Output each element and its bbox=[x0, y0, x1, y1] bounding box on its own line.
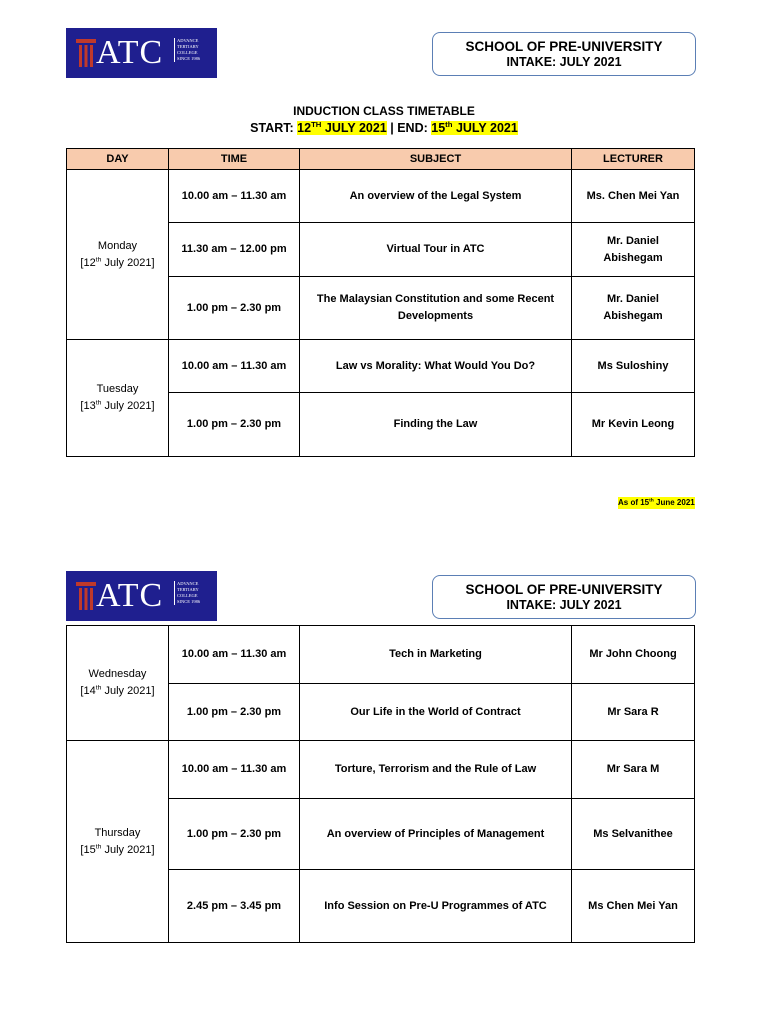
subject-cell: An overview of Principles of Management bbox=[300, 799, 572, 870]
table-row bbox=[67, 626, 695, 684]
lecturer-cell: Ms Selvanithee bbox=[572, 799, 695, 870]
header-lecturer: LECTURER bbox=[572, 149, 695, 170]
lecturer-cell: Ms Chen Mei Yan bbox=[572, 870, 695, 943]
logo-text: ATC bbox=[96, 34, 164, 71]
time-cell: 1.00 pm – 2.30 pm bbox=[169, 393, 300, 457]
lecturer-cell: Mr Sara R bbox=[572, 684, 695, 741]
table-row bbox=[67, 340, 695, 393]
time-cell: 10.00 am – 11.30 am bbox=[169, 170, 300, 223]
pillar-icon bbox=[76, 39, 96, 67]
table-header-row bbox=[67, 149, 695, 170]
timetable-table-1 bbox=[66, 148, 695, 457]
lecturer-cell: Mr. Daniel Abishegam bbox=[572, 277, 695, 340]
pillar-icon bbox=[76, 582, 96, 610]
lecturer-cell: Mr. Daniel Abishegam bbox=[572, 223, 695, 277]
lecturer-cell: Ms. Chen Mei Yan bbox=[572, 170, 695, 223]
lecturer-cell: Ms Suloshiny bbox=[572, 340, 695, 393]
subject-cell: Finding the Law bbox=[300, 393, 572, 457]
subject-cell: An overview of the Legal System bbox=[300, 170, 572, 223]
subject-cell: Our Life in the World of Contract bbox=[300, 684, 572, 741]
subject-cell: The Malaysian Constitution and some Recent Developments bbox=[300, 277, 572, 340]
intake-label: INTAKE: JULY 2021 bbox=[506, 598, 622, 612]
atc-logo bbox=[66, 571, 217, 621]
subject-cell: Info Session on Pre-U Programmes of ATC bbox=[300, 870, 572, 943]
lecturer-cell: Mr Kevin Leong bbox=[572, 393, 695, 457]
time-cell: 10.00 am – 11.30 am bbox=[169, 741, 300, 799]
header-time: TIME bbox=[169, 149, 300, 170]
time-cell: 1.00 pm – 2.30 pm bbox=[169, 799, 300, 870]
table-row bbox=[67, 741, 695, 799]
time-cell: 2.45 pm – 3.45 pm bbox=[169, 870, 300, 943]
logo-text: ATC bbox=[96, 577, 164, 614]
school-box bbox=[432, 575, 696, 619]
logo-subtitle: ADVANCE TERTIARY COLLEGE SINCE 1986 bbox=[174, 581, 213, 605]
school-box bbox=[432, 32, 696, 76]
header-day: DAY bbox=[67, 149, 169, 170]
date-range: START: 12TH JULY 2021 | END: 15th JULY 2021 bbox=[250, 119, 518, 135]
school-name: SCHOOL OF PRE-UNIVERSITY bbox=[465, 39, 663, 54]
timetable-table-2 bbox=[66, 625, 695, 943]
school-name: SCHOOL OF PRE-UNIVERSITY bbox=[465, 582, 663, 597]
time-cell: 1.00 pm – 2.30 pm bbox=[169, 277, 300, 340]
as-of-note: As of 15th June 2021 bbox=[618, 498, 695, 507]
header-subject: SUBJECT bbox=[300, 149, 572, 170]
timetable-title: INDUCTION CLASS TIMETABLE bbox=[293, 104, 475, 118]
day-cell-wednesday: Wednesday [14th July 2021] bbox=[67, 626, 169, 741]
subject-cell: Law vs Morality: What Would You Do? bbox=[300, 340, 572, 393]
logo-subtitle: ADVANCE TERTIARY COLLEGE SINCE 1986 bbox=[174, 38, 213, 62]
day-cell-thursday: Thursday [15th July 2021] bbox=[67, 741, 169, 943]
table-row bbox=[67, 170, 695, 223]
time-cell: 10.00 am – 11.30 am bbox=[169, 626, 300, 684]
atc-logo bbox=[66, 28, 217, 78]
day-cell-monday: Monday [12th July 2021] bbox=[67, 170, 169, 340]
subject-cell: Virtual Tour in ATC bbox=[300, 223, 572, 277]
day-cell-tuesday: Tuesday [13th July 2021] bbox=[67, 340, 169, 457]
subject-cell: Torture, Terrorism and the Rule of Law bbox=[300, 741, 572, 799]
lecturer-cell: Mr John Choong bbox=[572, 626, 695, 684]
time-cell: 1.00 pm – 2.30 pm bbox=[169, 684, 300, 741]
lecturer-cell: Mr Sara M bbox=[572, 741, 695, 799]
time-cell: 11.30 am – 12.00 pm bbox=[169, 223, 300, 277]
time-cell: 10.00 am – 11.30 am bbox=[169, 340, 300, 393]
intake-label: INTAKE: JULY 2021 bbox=[506, 55, 622, 69]
subject-cell: Tech in Marketing bbox=[300, 626, 572, 684]
